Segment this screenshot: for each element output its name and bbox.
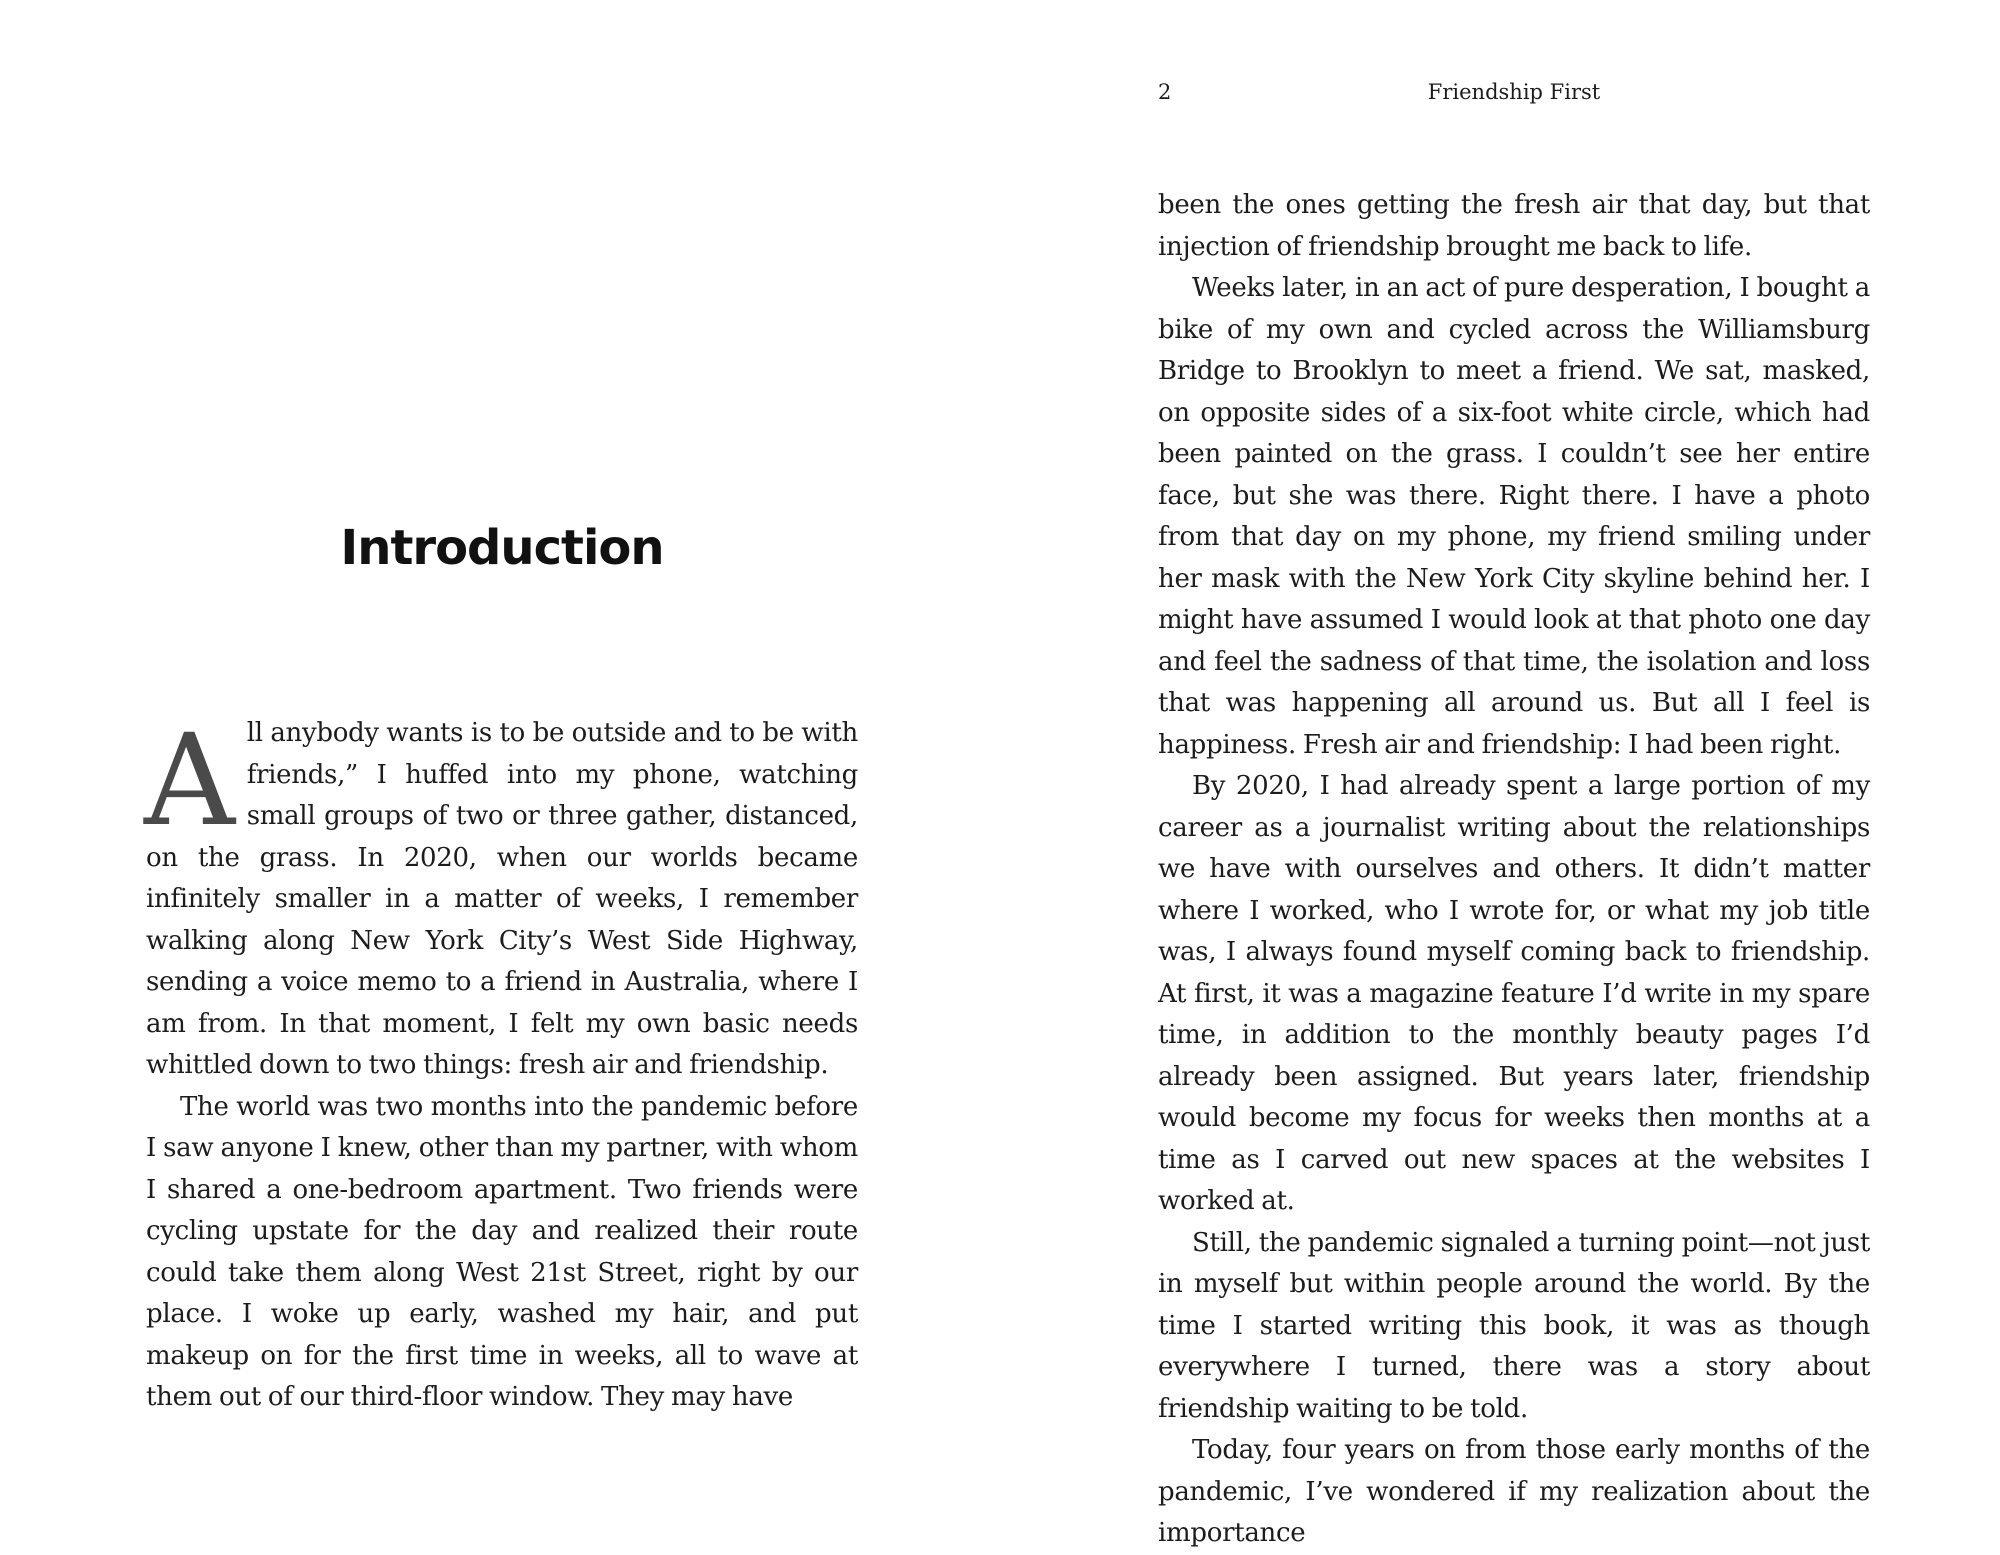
- opening-paragraph-text: ll anybody wants is to be outside and to be with friends,” I huffed into my phone, watching small groups of two or three gather, distanced, on the grass. In 2020, when our worlds became infinitely smaller in a matter of weeks, I remember walking along New York City’s West Side Highway, sending a voice memo to a friend in Australia, where I am from. In that moment, I felt my own basic needs whittled down to two things: fresh air and friendship.: [146, 718, 858, 1080]
- page-number: 2: [1158, 80, 1172, 104]
- right-body-text: [1158, 185, 1870, 1555]
- running-head-title: Friendship First: [1427, 80, 1601, 104]
- body-paragraph: The world was two months into the pandemic before I saw anyone I knew, other than my partner, with whom I shared a one-bedroom apartment. Two friends were cycling upstate for the day and realized their route could take them along West 21st Street, right by our place. I woke up early, washed my hair, and put makeup on for the first time in weeks, all to wave at them out of our third-floor window. They may have: [146, 1091, 858, 1412]
- running-head: [1158, 80, 1870, 110]
- body-paragraph: By 2020, I had already spent a large portion of my career as a journalist writing about the relationships we have with ourselves and others. It didn’t matter where I worked, who I wrote for, or what my job title was, I always found myself coming back to friendship. At first, it was a magazine feature I’d write in my spare time, in addition to the monthly beauty pages I’d already been assigned. But years later, friendship would become my focus for weeks then months at a time as I carved out new spaces at the websites I worked at.: [1158, 771, 1870, 1216]
- body-paragraph: Today, four years on from those early months of the pandemic, I’ve wondered if my realization about the importance: [1158, 1435, 1870, 1548]
- body-paragraph: Weeks later, in an act of pure desperation, I bought a bike of my own and cycled across the Williamsburg Bridge to Brooklyn to meet a friend. We sat, masked, on opposite sides of a six-foot white circle, which had been painted on the grass. I couldn’t see her entire face, but she was there. Right there. I have a photo from that day on my phone, my friend smiling under her mask with the New York City skyline behind her. I might have assumed I would look at that photo one day and feel the sadness of that time, the isolation and loss that was happening all around us. But all I feel is happiness. Fresh air and friendship: I had been right.: [1158, 273, 1870, 760]
- opening-paragraph: [144, 707, 858, 1087]
- right-page: [1000, 0, 2000, 1548]
- chapter-title: Introduction: [340, 520, 664, 576]
- continued-paragraph: been the ones getting the fresh air that day, but that injection of friendship brought me back to life.: [1158, 190, 1870, 262]
- left-page: [0, 0, 1000, 1500]
- left-body-text: [144, 707, 858, 1419]
- body-paragraph: Still, the pandemic signaled a turning point—not just in myself but within people around the world. By the time I started writing this book, it was as though everywhere I turned, there was a story about friendship waiting to be told.: [1158, 1227, 1870, 1424]
- drop-cap: A: [144, 707, 235, 854]
